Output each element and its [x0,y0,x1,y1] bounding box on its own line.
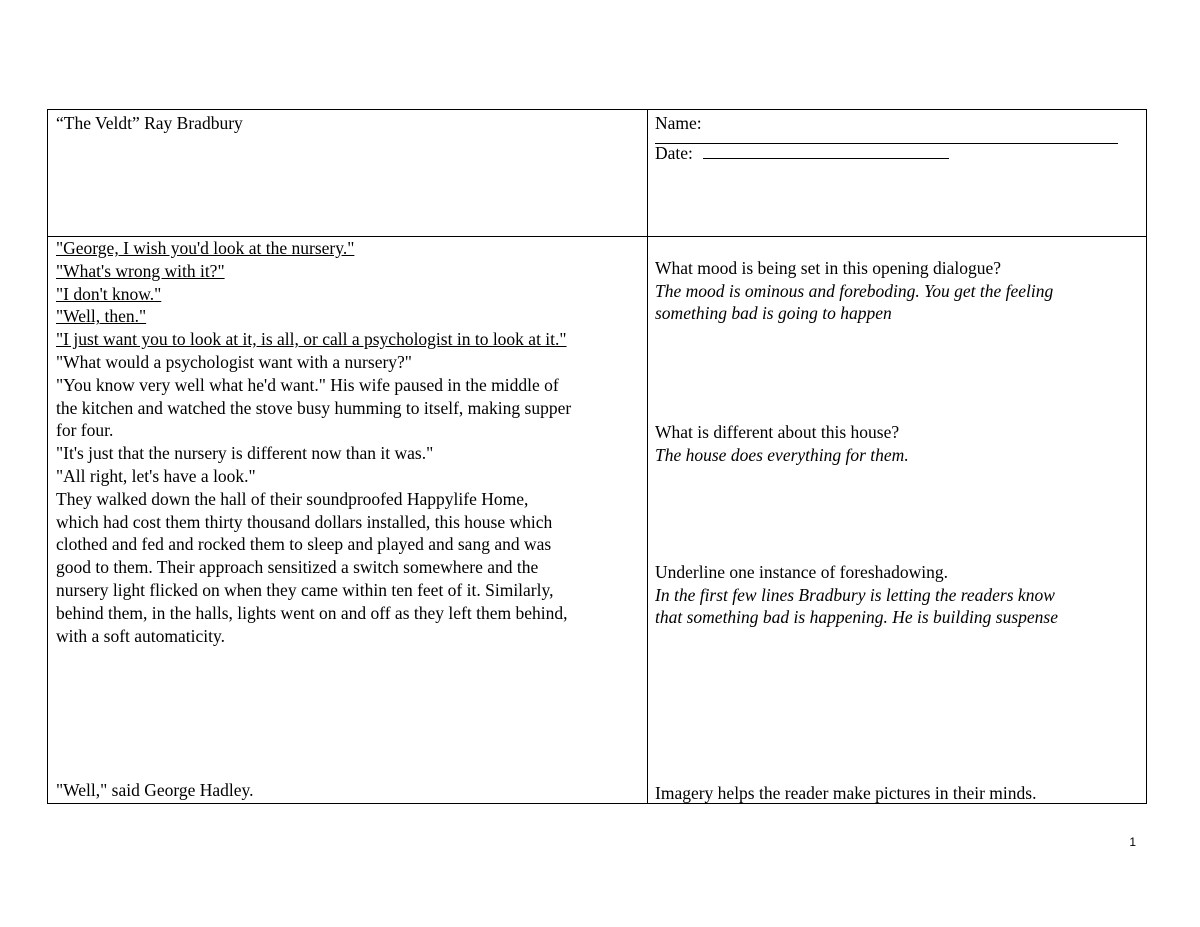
question-block [655,421,1140,466]
passage-line: clothed and fed and rocked them to sleep and played and sang and was [56,534,552,555]
question-block [655,782,1140,805]
passage-line: behind them, in the halls, lights went on and off as they left them behind, [56,602,568,623]
passage-line: good to them. Their approach sensitized a switch somewhere and the [56,557,539,578]
passage-line: which had cost them thirty thousand dollars installed, this house which [56,511,553,532]
passage-line: "What would a psychologist want with a nursery?" [56,351,412,372]
passage-line: "All right, let's have a look." [56,465,256,486]
worksheet-title: “The Veldt” Ray Bradbury [56,113,243,133]
passage-line: with a soft automaticity. [56,625,225,646]
answer-text: something bad is going to happen [655,303,892,324]
question-text: What is different about this house? [655,422,900,442]
question-text: Imagery helps the reader make pictures in their minds. [655,783,1037,803]
passage-line: They walked down the hall of their soundproofed Happylife Home, [56,488,529,509]
student-info-cell [655,112,1140,165]
passage-line: for four. [56,420,114,441]
name-label: Name: [655,113,702,133]
answer-text: that something bad is happening. He is building suspense [655,607,1058,628]
answer-text: The mood is ominous and foreboding. You get the feeling [655,280,1054,301]
passage-line: "It's just that the nursery is different now than it was." [56,443,434,464]
question-text: What mood is being set in this opening dialogue? [655,258,1002,278]
column-divider [647,110,648,803]
passage-underlined-line: "I just want you to look at it, is all, or call a psychologist in to look at it." [56,329,567,350]
date-row [655,142,1140,165]
answer-text: In the first few lines Bradbury is letting the readers know [655,584,1055,605]
page-number: 1 [1129,835,1136,849]
question-text: Underline one instance of foreshadowing. [655,562,949,582]
answer-text: The house does everything for them. [655,444,909,465]
worksheet-table [47,109,1147,804]
passage-cell [56,237,641,647]
question-block [655,257,1140,325]
passage-underlined-line: "Well, then." [56,306,147,327]
passage-closing-line: "Well," said George Hadley. [56,780,254,800]
date-blank-line[interactable] [703,158,949,159]
date-label: Date: [655,142,693,163]
worksheet-title-cell [56,112,641,135]
passage-underlined-line: "What's wrong with it?" [56,260,225,281]
passage-line: nursery light flicked on when they came within ten feet of it. Similarly, [56,579,554,600]
passage-underlined-line: "I don't know." [56,283,162,304]
passage-line: "You know very well what he'd want." His wife paused in the middle of [56,374,559,395]
passage-line: the kitchen and watched the stove busy humming to itself, making supper [56,397,572,418]
question-block [655,561,1140,629]
passage-underlined-line: "George, I wish you'd look at the nursery." [56,238,355,258]
passage-closing-cell [56,779,641,802]
